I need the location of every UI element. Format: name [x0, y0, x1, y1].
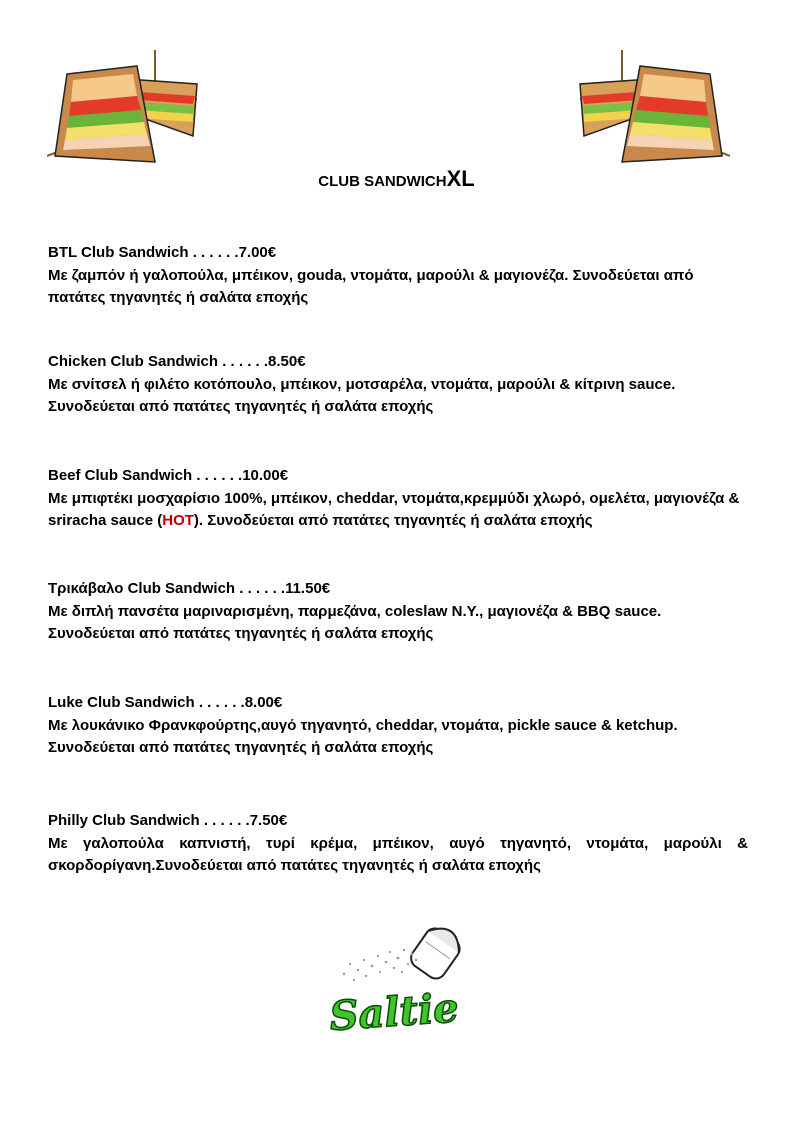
- menu-item-name-price: Chicken Club Sandwich . . . . . .8.50€: [48, 353, 306, 370]
- menu-item-btl: [48, 242, 748, 310]
- menu-item-chicken: [48, 351, 748, 419]
- menu-item-description: Με διπλή πανσέτα μαριναρισμένη, παρμεζάνα, coleslaw N.Y., μαγιονέζα & BBQ sauce. Συνοδεύεται από πατάτες τηγανητές ή σαλάτα εποχής: [48, 602, 662, 642]
- menu-item-beef: [48, 465, 748, 533]
- menu-title: [0, 166, 793, 192]
- menu-item-name-price: Philly Club Sandwich . . . . . .7.50€: [48, 812, 288, 829]
- menu-item-description: Με λουκάνικο Φρανκφούρτης,αυγό τηγανητό, cheddar, ντομάτα, pickle sauce & ketchup. Συνοδεύεται από πατάτες τηγανητές ή σαλάτα εποχής: [48, 716, 678, 756]
- hot-label: HOT: [162, 512, 194, 529]
- logo-text: Saltie: [327, 984, 461, 1040]
- menu-item-description: Με γαλοπούλα καπνιστή, τυρί κρέμα, μπέικον, αυγό τηγανητό, ντομάτα, μαρούλι & σκορδορίγανη.Συνοδεύεται από πατάτες τηγανητές ή σαλάτα εποχής: [48, 834, 748, 874]
- menu-item-luke: [48, 692, 748, 760]
- menu-item-philly: [48, 810, 748, 878]
- menu-item-name-price: BTL Club Sandwich . . . . . .7.00€: [48, 244, 277, 261]
- menu-item-name-price: Luke Club Sandwich . . . . . .8.00€: [48, 694, 283, 711]
- menu-item-trikavalo: [48, 578, 748, 646]
- menu-title-main: CLUB SANDWICH: [318, 173, 447, 190]
- description-part: ). Συνοδεύεται από πατάτες τηγανητές ή σαλάτα εποχής: [193, 512, 593, 529]
- sandwich-illustration-right: [578, 44, 730, 164]
- menu-item-description: Με σνίτσελ ή φιλέτο κοτόπουλο, μπέικον, μοτσαρέλα, ντομάτα, μαρούλι & κίτρινη sauce. Συνοδεύεται από πατάτες τηγανητές ή σαλάτα εποχής: [48, 375, 676, 415]
- menu-title-suffix: XL: [446, 166, 475, 191]
- sandwich-illustration-left: [47, 44, 199, 164]
- menu-item-description: Με ζαμπόν ή γαλοπούλα, μπέικον, gouda, ντομάτα, μαρούλι & μαγιονέζα. Συνοδεύεται από πατάτες τηγανητές ή σαλάτα εποχής: [48, 266, 694, 306]
- saltie-logo: [320, 910, 480, 1040]
- description-part: Με μπιφτέκι μοσχαρίσιο 100%, μπέικον, cheddar, ντομάτα,κρεμμύδι χλωρό, ομελέτα, μαγιονέζα & sriracha sauce (: [48, 489, 740, 529]
- menu-item-name-price: Beef Club Sandwich . . . . . .10.00€: [48, 467, 289, 484]
- menu-item-name-price: Τρικάβαλο Club Sandwich . . . . . .11.50€: [48, 580, 331, 597]
- menu-item-description: [48, 488, 748, 533]
